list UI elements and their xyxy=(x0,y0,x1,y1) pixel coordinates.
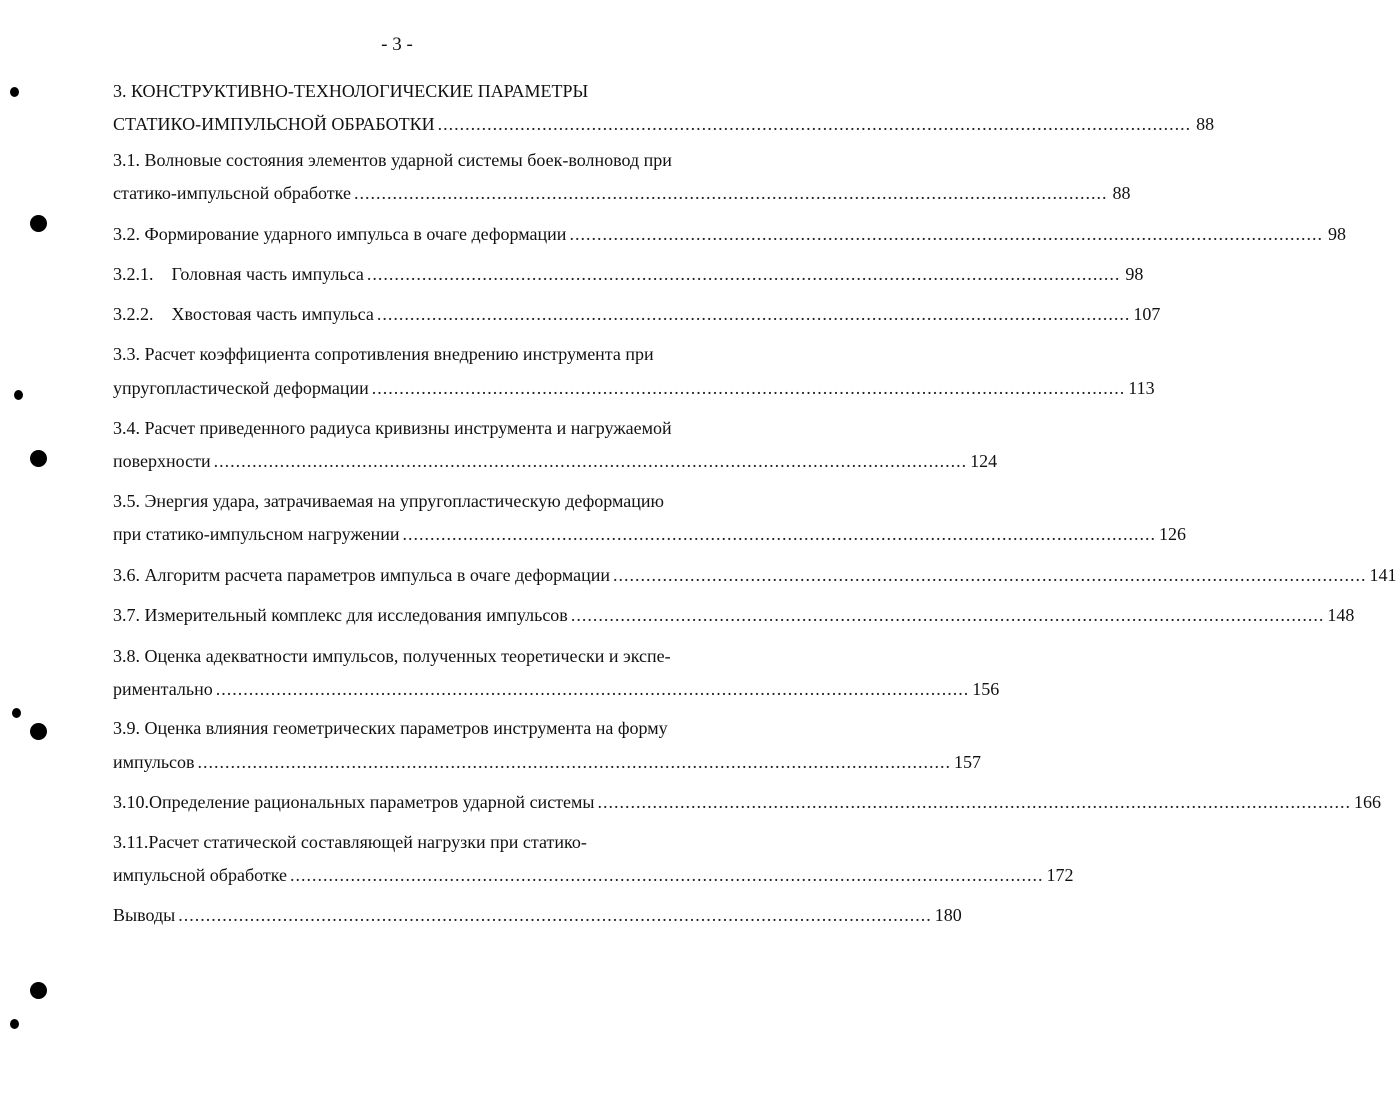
toc-entry-text: 3.7. Измерительный комплекс для исследования импульсов xyxy=(113,605,568,625)
toc-entry-3-10 xyxy=(113,791,1382,813)
toc-page-number: 88 xyxy=(1196,114,1215,134)
toc-entry-text: 3.6. Алгоритм расчета параметров импульса в очаге деформации xyxy=(113,565,610,585)
toc-entry-3-8-title: 3.8. Оценка адекватности импульсов, полученных теоретически и экспе- xyxy=(113,646,671,666)
dot-leader: ......................................................................................................................................... xyxy=(402,524,1157,544)
dot-leader: ......................................................................................................................................... xyxy=(597,792,1352,812)
toc-entry-text: 3.2. Формирование ударного импульса в очаге деформации xyxy=(113,224,567,244)
toc-page-number: 148 xyxy=(1327,605,1355,625)
binder-hole-mark xyxy=(10,87,19,97)
toc-page-number: 166 xyxy=(1354,792,1382,812)
toc-entry-3-leader xyxy=(113,113,1215,135)
toc-entry-text: поверхности xyxy=(113,451,211,471)
dot-leader: ......................................................................................................................................... xyxy=(197,752,952,772)
dot-leader: ......................................................................................................................................... xyxy=(376,304,1131,324)
toc-page-number: 180 xyxy=(934,905,962,925)
toc-entry-3-6 xyxy=(113,564,1397,586)
toc-entry-text: при статико-импульсном нагружении xyxy=(113,524,400,544)
toc-entry-text: упругопластической деформации xyxy=(113,378,369,398)
dot-leader: ......................................................................................................................................... xyxy=(437,114,1192,134)
toc-entry-3-2 xyxy=(113,223,1346,245)
toc-entry-3-5-title: 3.5. Энергия удара, затрачиваемая на упругопластическую деформацию xyxy=(113,491,664,511)
toc-entry-text: СТАТИКО-ИМПУЛЬСНОЙ ОБРАБОТКИ xyxy=(113,114,435,134)
toc-entry-3-5-leader xyxy=(113,523,1187,545)
dot-leader: ......................................................................................................................................... xyxy=(178,905,932,925)
toc-page-number: 88 xyxy=(1112,183,1131,203)
binder-hole-mark xyxy=(30,723,47,740)
toc-entry-text: импульсов xyxy=(113,752,195,772)
binder-hole-mark xyxy=(12,708,21,718)
toc-entry-3-1-leader xyxy=(113,182,1131,204)
toc-page-number: 126 xyxy=(1159,524,1187,544)
toc-entry-3-2-1 xyxy=(113,263,1144,285)
toc-entry-conclusions xyxy=(113,904,962,926)
toc-page-number: 157 xyxy=(954,752,982,772)
toc-page-number: 156 xyxy=(972,679,1000,699)
binder-hole-mark xyxy=(30,450,47,467)
toc-entry-text: импульсной обработке xyxy=(113,865,288,885)
dot-leader: ......................................................................................................................................... xyxy=(353,183,1108,203)
toc-entry-3-11-title: 3.11.Расчет статической составляющей нагрузки при статико- xyxy=(113,832,587,852)
dot-leader: ......................................................................................................................................... xyxy=(613,565,1367,585)
dot-leader: ......................................................................................................................................... xyxy=(569,224,1323,244)
page-number: - 3 - xyxy=(381,34,413,55)
dot-leader: ......................................................................................................................................... xyxy=(215,679,970,699)
toc-page-number: 141 xyxy=(1369,565,1397,585)
toc-page-number: 113 xyxy=(1128,378,1155,398)
toc-entry-3-4-title: 3.4. Расчет приведенного радиуса кривизны инструмента и нагружаемой xyxy=(113,418,672,438)
dot-leader: ......................................................................................................................................... xyxy=(290,865,1044,885)
dot-leader: ......................................................................................................................................... xyxy=(366,264,1121,284)
toc-entry-3-9-title: 3.9. Оценка влияния геометрических параметров инструмента на форму xyxy=(113,718,668,738)
toc-page-number: 107 xyxy=(1133,304,1161,324)
toc-entry-text: риментально xyxy=(113,679,213,699)
toc-entry-3-3-leader xyxy=(113,377,1155,399)
binder-hole-mark xyxy=(14,390,23,400)
toc-page-number: 124 xyxy=(970,451,998,471)
toc-entry-text: 3.2.1. Головная часть импульса xyxy=(113,264,364,284)
toc-entry-text: 3.2.2. Хвостовая часть импульса xyxy=(113,304,374,324)
toc-page-number: 98 xyxy=(1327,224,1346,244)
dot-leader: ......................................................................................................................................... xyxy=(213,451,968,471)
toc-entry-3-11-leader xyxy=(113,864,1074,886)
toc-entry-text: Выводы xyxy=(113,905,176,925)
dot-leader: ......................................................................................................................................... xyxy=(570,605,1325,625)
binder-hole-mark xyxy=(10,1019,19,1029)
toc-entry-3-7 xyxy=(113,604,1355,626)
toc-entry-3-9-leader xyxy=(113,751,982,773)
toc-entry-3-1-title: 3.1. Волновые состояния элементов ударной системы боек-волновод при xyxy=(113,150,672,170)
toc-entry-text: 3.10.Определение рациональных параметров ударной системы xyxy=(113,792,595,812)
toc-entry-3-3-title: 3.3. Расчет коэффициента сопротивления внедрению инструмента при xyxy=(113,344,654,364)
toc-entry-3-8-leader xyxy=(113,678,1000,700)
toc-entry-3-2-2 xyxy=(113,303,1161,325)
toc-entry-3-title: 3. КОНСТРУКТИВНО-ТЕХНОЛОГИЧЕСКИЕ ПАРАМЕТРЫ xyxy=(113,81,589,101)
toc-page-number: 172 xyxy=(1046,865,1074,885)
toc-entry-text: статико-импульсной обработке xyxy=(113,183,351,203)
binder-hole-mark xyxy=(30,982,47,999)
toc-page-number: 98 xyxy=(1125,264,1144,284)
dot-leader: ......................................................................................................................................... xyxy=(371,378,1126,398)
binder-hole-mark xyxy=(30,215,47,232)
toc-entry-3-4-leader xyxy=(113,450,998,472)
